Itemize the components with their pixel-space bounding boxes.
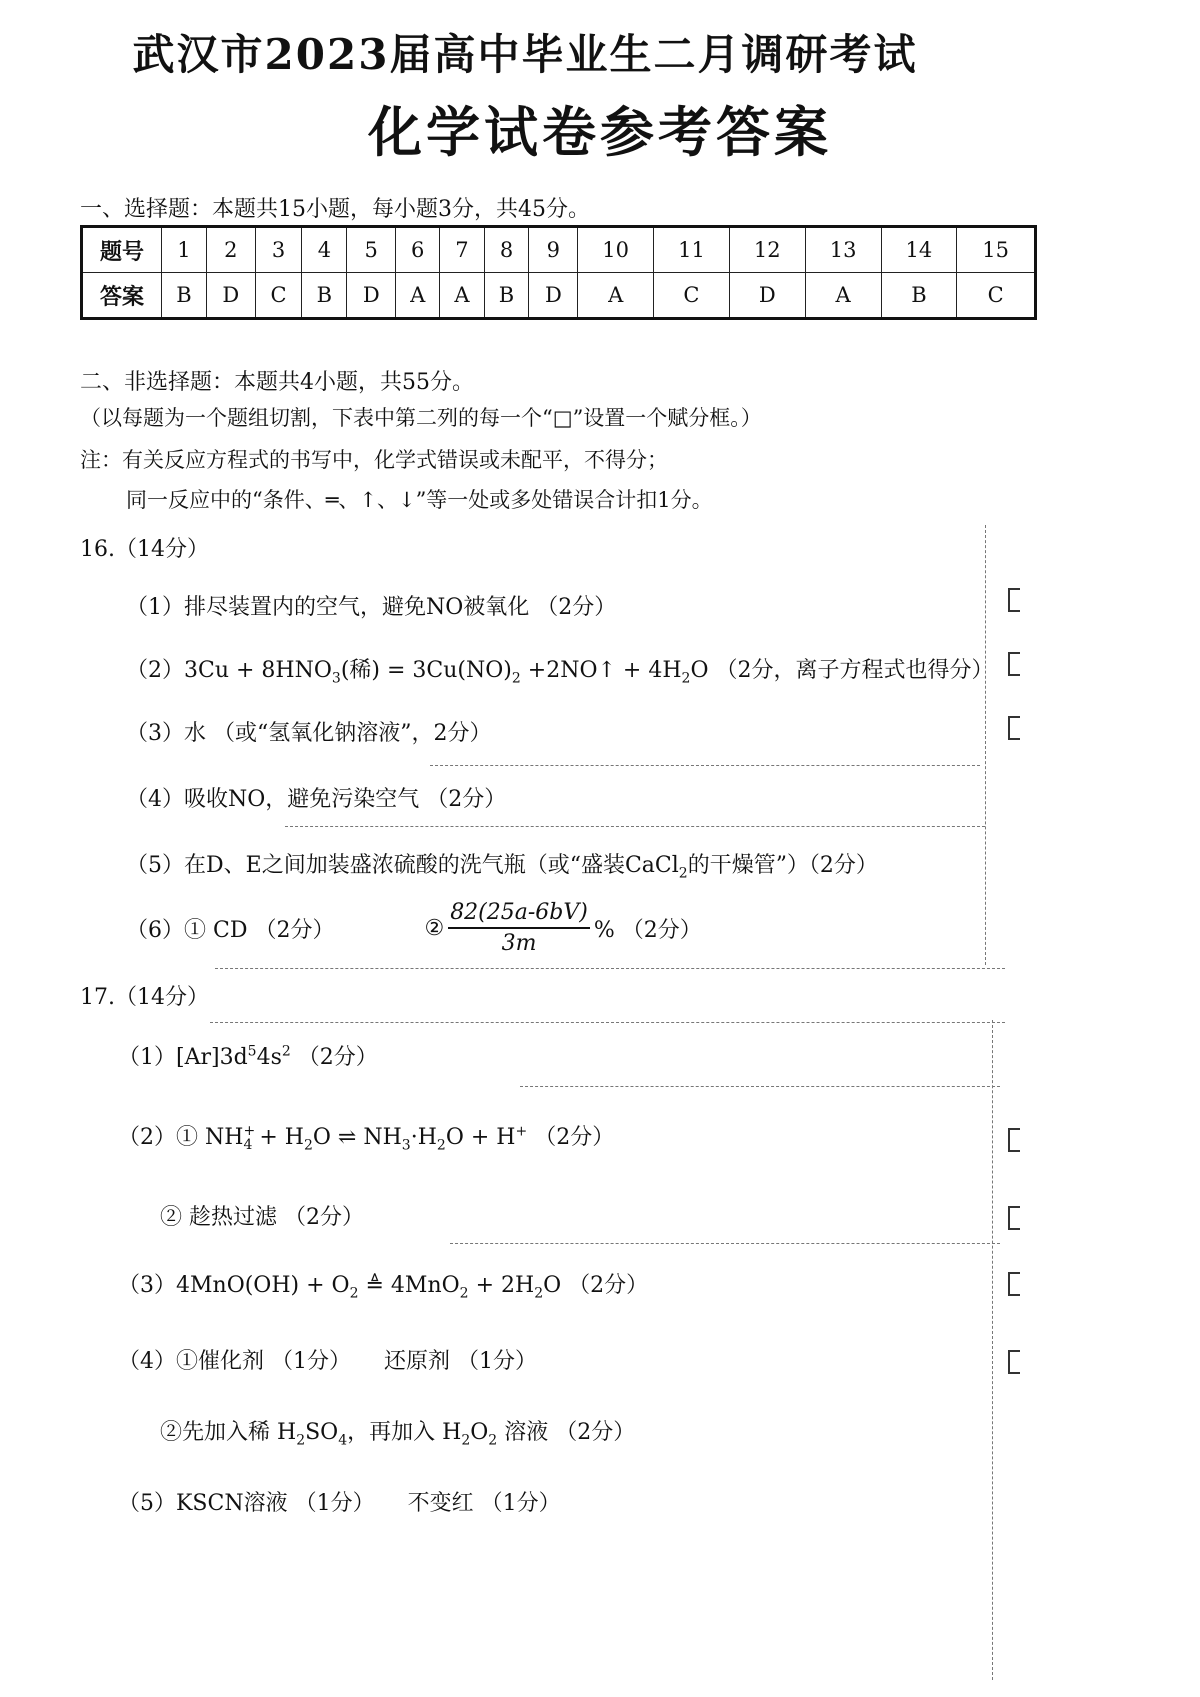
question-number-cell: 14 [881,227,957,273]
answer-cell: D [529,273,578,319]
q16-answer-1: （1）排尽装置内的空气，避免NO被氧化 （2分） [126,595,617,620]
score-box[interactable] [1008,588,1020,612]
score-box[interactable] [1008,1350,1020,1374]
q17-answer-4b: ②先加入稀 $H_2SO_4$，再加入 $H_2O_2$ 溶液 （2分） [160,1420,636,1449]
answer-cell: C [255,273,302,319]
question-number-cell: 4 [302,227,347,273]
q17-answer-5: （5）KSCN溶液 （1分） 不变红 （1分） [118,1491,561,1516]
exam-title: 武汉市2023届高中毕业生二月调研考试 [132,30,918,79]
question-number-cell: 13 [805,227,881,273]
score-box[interactable] [1008,1272,1020,1296]
q16-answer-3: （3）水 （或“氢氧化钠溶液”，2分） [126,721,492,746]
row-label-question: 题号 [82,227,162,273]
section2-note-3: 同一反应中的“条件、═、↑、↓”等一处或多处错误合计扣1分。 [126,488,713,512]
score-box[interactable] [1008,1206,1020,1230]
q16-answer-6: （6）① CD （2分） ② $\frac{82(25a-6bV)}{3m}$ % （2分） [126,900,702,956]
answer-cell: A [805,273,881,319]
q17-answer-1: $(1)[Ar]3d^54s^2$ （2分） [118,1043,378,1070]
score-frame-guide [520,1086,1000,1087]
question-number-cell: 12 [729,227,805,273]
question-number-cell: 8 [484,227,529,273]
q16-answer-5: （5）在D、E之间加装盛浓硫酸的洗气瓶（或“盛装CaCl$_2$的干燥管”）（2分） [126,853,878,882]
question-number-cell: 10 [578,227,654,273]
section2-note-2: 注：有关反应方程式的书写中，化学式错误或未配平，不得分； [80,448,668,472]
score-frame-guide [430,765,980,766]
q17-answer-3: $(3)4MnO(OH) + O_2$ ≜ $4MnO_2 + 2H_2O$ （2分） [118,1273,649,1302]
q17-answer-2a: （2）① NH $_{+ 4} + H_2O$ ⇌ $NH_3\cdot H_2O + H^+$ （2分） [118,1123,615,1154]
question-number-cell: 1 [162,227,207,273]
answer-key-title: 化学试卷参考答案 [368,100,832,164]
section1-heading: 一、选择题：本题共15小题，每小题3分，共45分。 [80,197,590,222]
score-frame-guide [285,826,985,827]
score-frame-guide [210,1022,1005,1023]
question-number-row [82,227,1036,273]
answer-cell: A [440,273,484,319]
score-box[interactable] [1008,1128,1020,1152]
answer-cell: D [729,273,805,319]
score-box[interactable] [1008,716,1020,740]
answer-cell: B [484,273,529,319]
answer-cell: B [302,273,347,319]
score-frame-guide [985,525,986,965]
question-number-cell: 9 [529,227,578,273]
answer-cell: C [957,273,1036,319]
q16-answer-4: （4）吸收NO，避免污染空气 （2分） [126,787,507,812]
question-number-cell: 3 [255,227,302,273]
answer-table [80,225,1037,320]
q17-answer-2b: ② 趁热过滤 （2分） [160,1205,364,1230]
q16-heading: 16.（14分） [80,537,209,562]
answer-cell: B [162,273,207,319]
q16-formula-fraction: $\frac{82(25a-6bV)}{3m}$ [450,900,588,956]
question-number-cell: 11 [654,227,730,273]
answer-cell: C [654,273,730,319]
answer-cell: B [881,273,957,319]
row-label-answer: 答案 [82,273,162,319]
q17-answer-4a: （4）①催化剂 （1分） 还原剂 （1分） [118,1349,537,1374]
answer-row [82,273,1036,319]
section2-heading: 二、非选择题：本题共4小题，共55分。 [80,370,474,395]
section2-note-1: （以每题为一个题组切割，下表中第二列的每一个“□”设置一个赋分框。） [80,406,762,430]
question-number-cell: 5 [347,227,396,273]
answer-cell: D [206,273,255,319]
question-number-cell: 7 [440,227,484,273]
question-number-cell: 2 [206,227,255,273]
answer-cell: A [396,273,440,319]
q17-heading: 17.（14分） [80,985,209,1010]
question-number-cell: 15 [957,227,1036,273]
score-frame-guide [450,1243,1000,1244]
q16-answer-2: $(2)3Cu + 8HNO_3$(稀) = $3Cu(NO)_2$ +2NO↑ + $4H_2O$ （2分，离子方程式也得分） [126,658,994,687]
answer-cell: D [347,273,396,319]
score-box[interactable] [1008,652,1020,676]
score-frame-guide [992,1020,993,1680]
question-number-cell: 6 [396,227,440,273]
score-frame-guide [215,968,1005,969]
answer-cell: A [578,273,654,319]
